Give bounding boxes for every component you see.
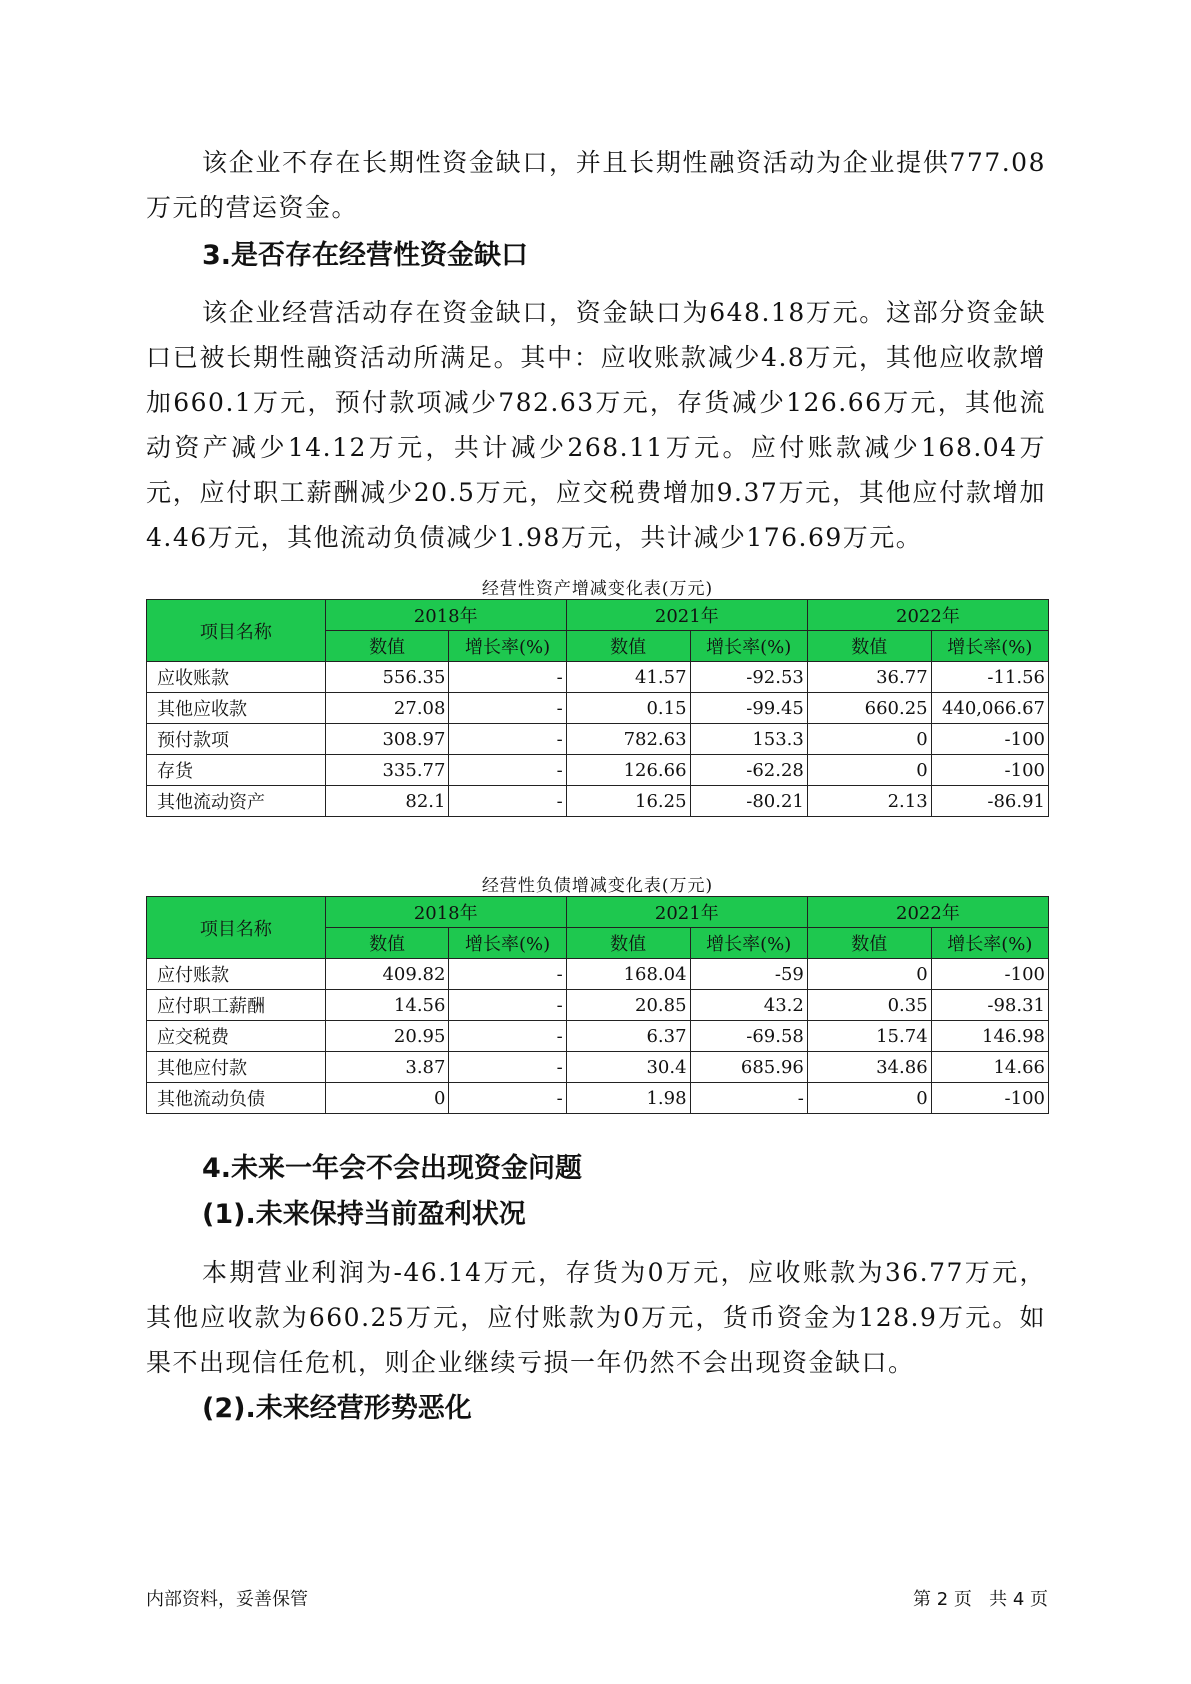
- header-growth: 增长率(%): [931, 631, 1048, 662]
- value-2018-cell: 308.97: [325, 724, 449, 755]
- growth-2018-cell: -: [449, 990, 566, 1021]
- table-row: [147, 990, 1049, 1021]
- growth-2022-cell: 440,066.67: [931, 693, 1048, 724]
- header-value: 数值: [566, 928, 690, 959]
- table-header-row: [147, 897, 1049, 928]
- header-item-name: 项目名称: [147, 600, 326, 662]
- value-2021-cell: 782.63: [566, 724, 690, 755]
- table-row: [147, 786, 1049, 817]
- growth-2018-cell: -: [449, 1021, 566, 1052]
- value-2022-cell: 0: [807, 755, 931, 786]
- footer-confidential-note: 内部资料，妥善保管: [146, 1589, 308, 1610]
- value-2021-cell: 41.57: [566, 662, 690, 693]
- table-row: [147, 1052, 1049, 1083]
- table-header-row: [147, 600, 1049, 631]
- header-item-name: 项目名称: [147, 897, 326, 959]
- value-2021-cell: 126.66: [566, 755, 690, 786]
- table-row: [147, 1083, 1049, 1114]
- row-name-cell: 其他应付款: [147, 1052, 326, 1083]
- header-growth: 增长率(%): [449, 631, 566, 662]
- value-2018-cell: 556.35: [325, 662, 449, 693]
- header-value: 数值: [325, 631, 449, 662]
- header-year-2021: 2021年: [566, 897, 807, 928]
- growth-2018-cell: -: [449, 662, 566, 693]
- assets-table-caption: 经营性资产增减变化表(万元): [481, 579, 714, 599]
- growth-2018-cell: -: [449, 786, 566, 817]
- growth-2018-cell: -: [449, 1083, 566, 1114]
- value-2022-cell: 0: [807, 724, 931, 755]
- heading-next-year-funding: 4.未来一年会不会出现资金问题: [202, 1153, 583, 1184]
- header-year-2018: 2018年: [325, 897, 566, 928]
- value-2022-cell: 0: [807, 959, 931, 990]
- header-growth: 增长率(%): [931, 928, 1048, 959]
- liabilities-change-table: [146, 896, 1049, 1114]
- row-name-cell: 其他应收款: [147, 693, 326, 724]
- growth-2022-cell: -11.56: [931, 662, 1048, 693]
- header-growth: 增长率(%): [690, 928, 807, 959]
- table-row: [147, 1021, 1049, 1052]
- growth-2021-cell: 153.3: [690, 724, 807, 755]
- heading-business-worsens: (2).未来经营形势恶化: [202, 1393, 472, 1424]
- table-row: [147, 959, 1049, 990]
- growth-2021-cell: 685.96: [690, 1052, 807, 1083]
- growth-2021-cell: -59: [690, 959, 807, 990]
- row-name-cell: 其他流动资产: [147, 786, 326, 817]
- value-2022-cell: 36.77: [807, 662, 931, 693]
- header-value: 数值: [566, 631, 690, 662]
- header-growth: 增长率(%): [449, 928, 566, 959]
- value-2021-cell: 6.37: [566, 1021, 690, 1052]
- header-growth: 增长率(%): [690, 631, 807, 662]
- growth-2022-cell: 146.98: [931, 1021, 1048, 1052]
- value-2021-cell: 20.85: [566, 990, 690, 1021]
- header-year-2022: 2022年: [807, 600, 1048, 631]
- value-2018-cell: 20.95: [325, 1021, 449, 1052]
- row-name-cell: 应收账款: [147, 662, 326, 693]
- value-2018-cell: 3.87: [325, 1052, 449, 1083]
- table-row: [147, 724, 1049, 755]
- growth-2021-cell: -80.21: [690, 786, 807, 817]
- paragraph-operating-gap: 该企业经营活动存在资金缺口，资金缺口为648.18万元。这部分资金缺口已被长期性融资活动所满足。其中：应收账款减少4.8万元，其他应收款增加660.1万元，预付款项减少782.63万元，存货减少126.66万元，其他流动资产减少14.12万元，共计减少268.11万元。应付账款减少168.04万元，应付职工薪酬减少20.5万元，应交税费增加9.37万元，其他应付款增加4.46万元，其他流动负债减少1.98万元，共计减少176.69万元。: [146, 298, 1046, 552]
- assets-change-table: [146, 599, 1049, 817]
- table-row: [147, 662, 1049, 693]
- value-2021-cell: 30.4: [566, 1052, 690, 1083]
- growth-2018-cell: -: [449, 755, 566, 786]
- heading-keep-profit-status: (1).未来保持当前盈利状况: [202, 1199, 526, 1230]
- value-2021-cell: 168.04: [566, 959, 690, 990]
- header-value: 数值: [325, 928, 449, 959]
- header-year-2022: 2022年: [807, 897, 1048, 928]
- header-value: 数值: [807, 928, 931, 959]
- footer-page-number: 第 2 页 共 4 页: [913, 1589, 1048, 1610]
- row-name-cell: 应交税费: [147, 1021, 326, 1052]
- paragraph-long-term-funding: 该企业不存在长期性资金缺口，并且长期性融资活动为企业提供777.08万元的营运资金。: [146, 148, 1046, 222]
- header-year-2021: 2021年: [566, 600, 807, 631]
- header-value: 数值: [807, 631, 931, 662]
- growth-2022-cell: -100: [931, 1083, 1048, 1114]
- header-year-2018: 2018年: [325, 600, 566, 631]
- value-2022-cell: 0: [807, 1083, 931, 1114]
- growth-2018-cell: -: [449, 693, 566, 724]
- growth-2021-cell: -62.28: [690, 755, 807, 786]
- growth-2021-cell: -69.58: [690, 1021, 807, 1052]
- value-2018-cell: 335.77: [325, 755, 449, 786]
- value-2022-cell: 2.13: [807, 786, 931, 817]
- value-2021-cell: 0.15: [566, 693, 690, 724]
- value-2022-cell: 15.74: [807, 1021, 931, 1052]
- growth-2022-cell: -86.91: [931, 786, 1048, 817]
- growth-2022-cell: 14.66: [931, 1052, 1048, 1083]
- row-name-cell: 应付账款: [147, 959, 326, 990]
- growth-2022-cell: -98.31: [931, 990, 1048, 1021]
- value-2018-cell: 14.56: [325, 990, 449, 1021]
- row-name-cell: 应付职工薪酬: [147, 990, 326, 1021]
- table-row: [147, 693, 1049, 724]
- liabilities-table-caption: 经营性负债增减变化表(万元): [481, 876, 714, 896]
- growth-2022-cell: -100: [931, 724, 1048, 755]
- growth-2021-cell: -92.53: [690, 662, 807, 693]
- value-2021-cell: 1.98: [566, 1083, 690, 1114]
- growth-2021-cell: -: [690, 1083, 807, 1114]
- row-name-cell: 预付款项: [147, 724, 326, 755]
- value-2018-cell: 409.82: [325, 959, 449, 990]
- value-2021-cell: 16.25: [566, 786, 690, 817]
- growth-2022-cell: -100: [931, 755, 1048, 786]
- value-2018-cell: 27.08: [325, 693, 449, 724]
- growth-2018-cell: -: [449, 724, 566, 755]
- value-2022-cell: 660.25: [807, 693, 931, 724]
- row-name-cell: 存货: [147, 755, 326, 786]
- table-row: [147, 755, 1049, 786]
- value-2018-cell: 0: [325, 1083, 449, 1114]
- growth-2018-cell: -: [449, 959, 566, 990]
- paragraph-profit-status: 本期营业利润为-46.14万元，存货为0万元，应收账款为36.77万元，其他应收款为660.25万元，应付账款为0万元，货币资金为128.9万元。如果不出现信任危机，则企业继续亏损一年仍然不会出现资金缺口。: [146, 1258, 1046, 1377]
- growth-2021-cell: 43.2: [690, 990, 807, 1021]
- value-2018-cell: 82.1: [325, 786, 449, 817]
- growth-2022-cell: -100: [931, 959, 1048, 990]
- growth-2021-cell: -99.45: [690, 693, 807, 724]
- row-name-cell: 其他流动负债: [147, 1083, 326, 1114]
- growth-2018-cell: -: [449, 1052, 566, 1083]
- value-2022-cell: 34.86: [807, 1052, 931, 1083]
- value-2022-cell: 0.35: [807, 990, 931, 1021]
- heading-operating-gap: 3.是否存在经营性资金缺口: [202, 240, 529, 271]
